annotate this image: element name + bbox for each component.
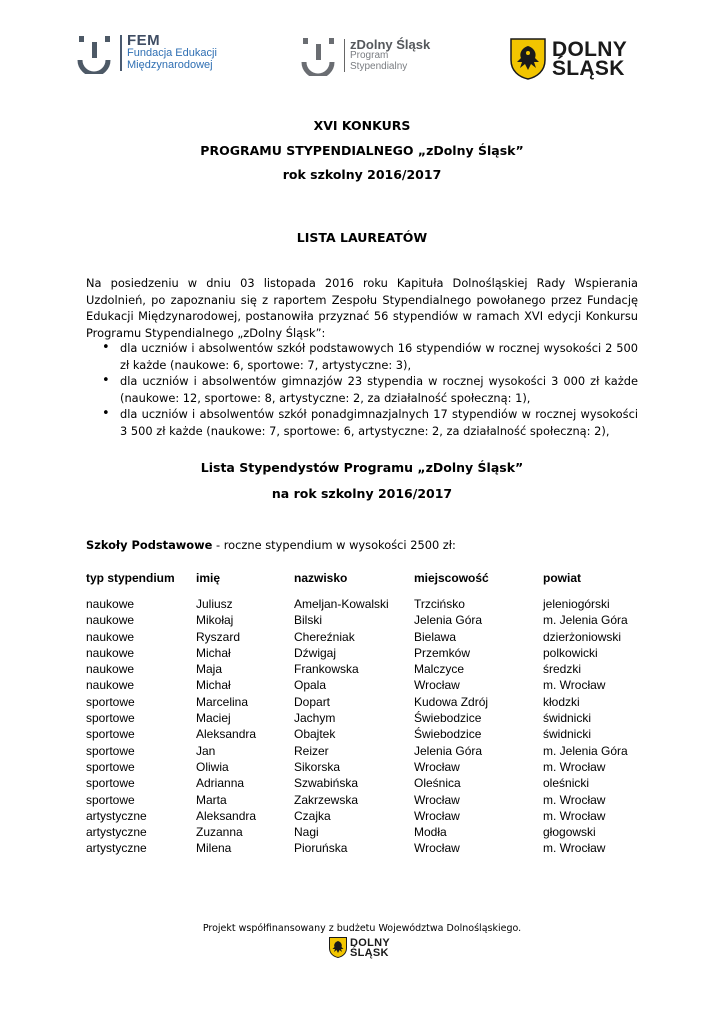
cell-last-name: Szwabińska: [294, 776, 359, 791]
section-heading: [86, 538, 456, 552]
header-county: powiat: [543, 571, 581, 585]
footer-dolny-word: DOLNY: [350, 936, 390, 949]
cell-last-name: Opala: [294, 678, 327, 693]
cell-first-name: Maciej: [196, 711, 231, 726]
intro-paragraph: Na posiedzeniu w dniu 03 listopada 2016 roku Kapituła Dolnośląskiej Rady Wspierania Uzdolnień, po zapoznaniu się z raportem Zespołu Stypendialnego powołanego przez Fundację Edukacji Międzynarodowej, postanowiła przyznać 56 stypendiów w ramach XVI edycji Konkursu Programu Stypendialnego „zDolny Śląsk”:: [86, 276, 638, 340]
dolny-slask-wordmark: [546, 40, 627, 78]
cell-first-name: Adrianna: [196, 776, 245, 791]
cell-type: artystyczne: [86, 808, 147, 823]
cell-town: Trzcińsko: [414, 597, 465, 611]
cell-type: naukowe: [86, 613, 135, 628]
cell-county: jeleniogórski: [543, 597, 610, 611]
cell-town: Przemków: [414, 645, 471, 660]
cell-first-name: Marta: [196, 792, 227, 807]
bullet-primary: • dla uczniów i absolwentów szkół podstawowych 16 stypendiów w rocznej wysokości 2 500 zł każde (naukowe: 6, sportowe: 7, artystyczne: 3),: [102, 340, 638, 373]
fem-text-block: [120, 32, 217, 71]
cell-first-name: Marcelina: [196, 694, 249, 709]
cell-type: artystyczne: [86, 825, 147, 840]
cell-type: naukowe: [86, 662, 135, 677]
dolny-word: DOLNY: [552, 38, 627, 61]
cell-town: Jelenia Góra: [414, 613, 483, 628]
cell-last-name: Pioruńska: [294, 841, 348, 856]
cell-county: głogowski: [543, 825, 596, 840]
cell-county: m. Wrocław: [543, 759, 606, 774]
cell-first-name: Juliusz: [196, 597, 233, 611]
fem-mark-icon: [74, 32, 114, 74]
cell-type: naukowe: [86, 629, 135, 644]
cell-town: Wrocław: [414, 759, 460, 774]
cell-town: Bielawa: [414, 629, 457, 644]
cell-town: Wrocław: [414, 841, 460, 856]
cell-first-name: Michał: [196, 645, 231, 660]
cell-last-name: Obajtek: [294, 727, 336, 742]
cell-last-name: Zakrzewska: [294, 792, 359, 807]
zdolny-mark-icon: [298, 34, 338, 76]
footer-text: Projekt współfinansowany z budżetu Województwa Dolnośląskiego.: [202, 923, 522, 934]
cell-county: m. Jelenia Góra: [543, 743, 628, 758]
cell-last-name: Sikorska: [294, 759, 341, 774]
cell-county: m. Wrocław: [543, 792, 606, 807]
bullet-secondary: • dla uczniów i absolwentów szkół ponadgimnazjalnych 17 stypendiów w rocznej wysokości 3 500 zł każde (naukowe: 7, sportowe: 6, artystyczne: 2, za działalność społeczną: 2),: [102, 406, 638, 439]
cell-town: Malczyce: [414, 662, 465, 677]
coat-of-arms-icon: [510, 38, 546, 80]
cell-first-name: Aleksandra: [196, 727, 257, 742]
cell-last-name: Nagi: [294, 825, 319, 840]
cell-town: Wrocław: [414, 792, 460, 807]
section-heading-bold: Szkoły Podstawowe: [86, 538, 213, 552]
fem-line1: Fundacja Edukacji: [127, 47, 217, 59]
cell-first-name: Oliwia: [196, 759, 229, 774]
cell-county: m. Wrocław: [543, 808, 606, 823]
cell-type: sportowe: [86, 711, 135, 726]
cell-last-name: Dźwigaj: [294, 645, 337, 660]
cell-town: Jelenia Góra: [414, 743, 483, 758]
cell-type: naukowe: [86, 678, 135, 693]
cell-town: Świebodzice: [414, 727, 482, 742]
cell-type: sportowe: [86, 792, 135, 807]
zdolny-name: zDolny Śląsk: [350, 36, 431, 52]
cell-last-name: Dopart: [294, 694, 331, 709]
dolny-slask-logo: [510, 38, 627, 80]
zdolny-line2: Stypendialny: [350, 60, 408, 72]
cell-last-name: Reizer: [294, 743, 329, 758]
list-title-line1: Lista Stypendystów Programu „zDolny Śląsk”: [200, 460, 524, 475]
cell-type: naukowe: [86, 597, 135, 611]
title-line2: PROGRAMU STYPENDIALNEGO „zDolny Śląsk”: [200, 143, 524, 158]
cell-type: sportowe: [86, 776, 135, 791]
title-line3: rok szkolny 2016/2017: [282, 167, 442, 182]
fem-line2: Międzynarodowej: [127, 59, 213, 71]
cell-county: polkowicki: [543, 645, 598, 660]
cell-first-name: Zuzanna: [196, 825, 243, 840]
footer-wordmark: [347, 938, 390, 958]
cell-first-name: Maja: [196, 662, 223, 677]
list-title-line2: na rok szkolny 2016/2017: [271, 486, 453, 501]
fem-name: FEM: [127, 32, 161, 49]
cell-county: świdnicki: [543, 727, 592, 742]
section-heading-rest: - roczne stypendium w wysokości 2500 zł:: [212, 538, 456, 552]
cell-last-name: Chereźniak: [294, 629, 355, 644]
footer-logo: [329, 937, 390, 958]
cell-first-name: Milena: [196, 841, 232, 856]
cell-town: Kudowa Zdrój: [414, 694, 489, 709]
header-first-name: imię: [196, 571, 221, 585]
zdolny-text-block: [344, 36, 431, 72]
cell-town: Oleśnica: [414, 776, 461, 791]
cell-first-name: Jan: [196, 743, 216, 758]
footer-slask-word: ŚLĄSK: [350, 946, 389, 959]
cell-first-name: Ryszard: [196, 629, 241, 644]
cell-town: Modła: [414, 825, 447, 840]
cell-last-name: Bilski: [294, 613, 323, 628]
cell-last-name: Ameljan-Kowalski: [294, 597, 389, 611]
cell-county: oleśnicki: [543, 776, 590, 791]
cell-type: naukowe: [86, 645, 135, 660]
cell-town: Wrocław: [414, 808, 460, 823]
bullet-gymnasium: • dla uczniów i absolwentów gimnazjów 23 stypendia w rocznej wysokości 3 000 zł każde (naukowe: 12, sportowe: 8, artystyczne: 2, za działalność społeczną: 1),: [102, 373, 638, 406]
cell-type: sportowe: [86, 759, 135, 774]
slask-word: ŚLĄSK: [552, 57, 625, 80]
footer-coat-of-arms-icon: [329, 937, 347, 958]
cell-county: dzierżoniowski: [543, 629, 622, 644]
cell-county: średzki: [543, 662, 582, 677]
list-heading: LISTA LAUREATÓW: [296, 230, 428, 245]
zdolny-line1: Program: [350, 49, 389, 61]
cell-type: sportowe: [86, 743, 135, 758]
cell-county: m. Jelenia Góra: [543, 613, 628, 628]
cell-county: kłodzki: [543, 694, 580, 709]
cell-first-name: Aleksandra: [196, 808, 257, 823]
fem-logo: [74, 32, 217, 74]
header-type: typ stypendium: [86, 571, 175, 585]
title-line1: XVI KONKURS: [313, 118, 411, 133]
scholarship-bullets: [102, 340, 638, 439]
cell-county: m. Wrocław: [543, 841, 606, 856]
cell-county: świdnicki: [543, 711, 592, 726]
cell-town: Świebodzice: [414, 711, 482, 726]
cell-first-name: Mikołaj: [196, 613, 234, 628]
cell-first-name: Michał: [196, 678, 231, 693]
cell-county: m. Wrocław: [543, 678, 606, 693]
cell-last-name: Czajka: [294, 808, 331, 823]
cell-last-name: Jachym: [294, 711, 336, 726]
cell-type: sportowe: [86, 727, 135, 742]
header-town: miejscowość: [414, 571, 489, 585]
cell-town: Wrocław: [414, 678, 460, 693]
header-last-name: nazwisko: [294, 571, 348, 585]
zdolny-slask-logo: [298, 34, 430, 76]
cell-last-name: Frankowska: [294, 662, 359, 677]
cell-type: artystyczne: [86, 841, 147, 856]
cell-type: sportowe: [86, 694, 135, 709]
